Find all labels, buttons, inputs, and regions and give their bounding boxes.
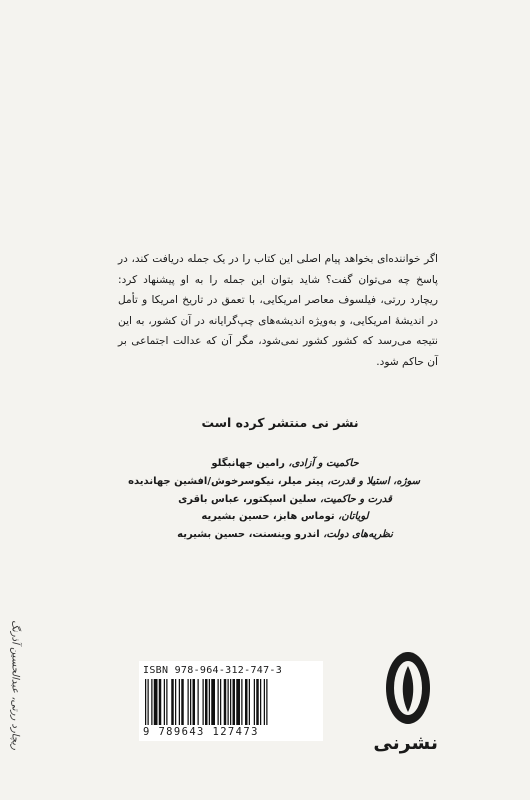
book-authors: رامین جهانبگلو <box>211 458 289 469</box>
book-authors: پیتر میلر، نیکوسرخوش/افشین جهاندیده <box>128 475 328 487</box>
list-item <box>150 526 420 544</box>
list-item <box>150 508 420 526</box>
book-authors: سلین اسپکتور، عباس باقری <box>178 493 320 505</box>
book-title: سوژه، استیلا و قدرت، <box>327 475 420 487</box>
isbn-label: ISBN 978-964-312-747-3 <box>143 665 283 676</box>
list-item <box>128 473 420 491</box>
publisher-logo-icon <box>384 650 432 726</box>
book-authors: اندرو وینسنت، حسین بشیریه <box>177 529 324 541</box>
book-authors: توماس هابز، حسین بشیریه <box>201 511 339 523</box>
barcode-number: 9 789643 127473 <box>143 726 259 738</box>
publisher-logo <box>373 650 438 770</box>
related-books-list <box>128 455 420 544</box>
publisher-name: نشرنی <box>373 732 438 754</box>
isbn-barcode <box>139 661 323 741</box>
barcode-icon <box>143 679 319 725</box>
book-title: حاکمیت و آزادی، <box>288 458 359 469</box>
list-item <box>150 455 420 473</box>
book-title: نظریه‌های دولت، <box>323 529 393 541</box>
blurb-text: اگر خواننده‌ای بخواهد پیام اصلی این کتاب را در یک جمله دریافت کند، در پاسخ چه می‌توان گفت؟ شاید بتوان این جمله را به او پیشنهاد کرد: ریچارد ررتی، فیلسوف معاصر امریکایی، با تعمق در تاریخ امریکا و تأمل در اندیشهٔ امریکایی، و به‌ویژه اندیشه‌های چپ‌گرایانه در آن کشور، به این نتیجه می‌رسد که کشور کشور نمی‌شود، مگر آن که عدالت اجتماعی بر آن حاکم شود. <box>118 253 438 368</box>
book-title: قدرت و حاکمیت، <box>320 493 392 505</box>
published-by-heading: نشر نی منتشر کرده است <box>201 415 359 430</box>
list-item <box>150 491 420 509</box>
spine-signature-text: ریچارد ررتی، عبدالحسین آذرنگ <box>9 620 21 750</box>
spine-signature <box>0 620 30 750</box>
book-blurb <box>118 249 438 372</box>
book-title: لویاتان، <box>338 511 369 523</box>
